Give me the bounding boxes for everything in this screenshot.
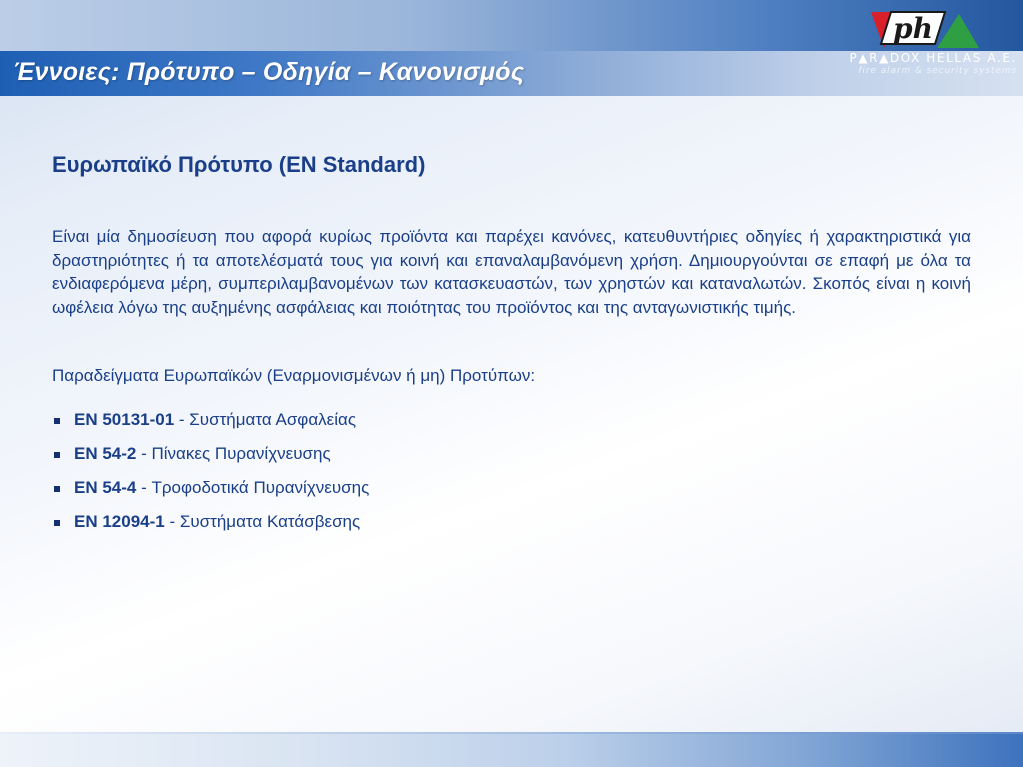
square-bullet-icon	[54, 452, 60, 458]
square-bullet-icon	[54, 418, 60, 424]
standard-code: EN 54-2	[74, 444, 137, 463]
standards-list	[52, 408, 369, 544]
standard-description: - Πίνακες Πυρανίχνευσης	[136, 444, 331, 463]
list-item	[52, 442, 369, 476]
ph-logo-mark-icon	[871, 8, 981, 54]
list-item	[52, 476, 369, 510]
section-subtitle: Ευρωπαϊκό Πρότυπο (EN Standard)	[52, 152, 426, 177]
square-bullet-icon	[54, 486, 60, 492]
slide-title: Έννοιες: Πρότυπο – Οδηγία – Κανονισμός	[13, 58, 525, 86]
standard-code: EN 50131-01	[74, 410, 175, 429]
svg-text:ph: ph	[893, 12, 933, 45]
list-item	[52, 510, 369, 544]
standard-description: - Συστήματα Ασφαλείας	[174, 410, 357, 429]
standard-code: EN 12094-1	[74, 512, 165, 531]
square-bullet-icon	[54, 520, 60, 526]
logo-brand-line: P▲R▲DOX HELLAS A.E.	[849, 51, 1017, 65]
examples-intro: Παραδείγματα Ευρωπαϊκών (Εναρμονισμένων ή μη) Προτύπων:	[52, 366, 536, 385]
standard-code: EN 54-4	[74, 478, 137, 497]
standard-description: - Τροφοδοτικά Πυρανίχνευσης	[136, 478, 370, 497]
paradox-hellas-logo	[837, 4, 1017, 76]
definition-paragraph: Είναι μία δημοσίευση που αφορά κυρίως προϊόντα και παρέχει κανόνες, κατευθυντήριες οδηγίες ή χαρακτηριστικά για δραστηριότητες ή τα αποτελέσματά τους για κοινή και επαναλαμβανόμενη χρήση. Δημιουργούνται σε επαφή με όλα τα ενδιαφερόμενα μέρη, συμπεριλαμβανομένων των κατασκευαστών, των χρηστών και καταναλωτών. Σκοπός είναι η κοινή ωφέλεια λόγω της αυξημένης ασφάλειας και ποιότητας του προϊόντος και της ανταγωνιστικής τιμής.	[52, 227, 971, 317]
logo-tagline: fire alarm & security systems	[858, 66, 1017, 76]
bottom-band	[0, 732, 1023, 767]
standard-description: - Συστήματα Κατάσβεσης	[164, 512, 361, 531]
list-item	[52, 408, 369, 442]
